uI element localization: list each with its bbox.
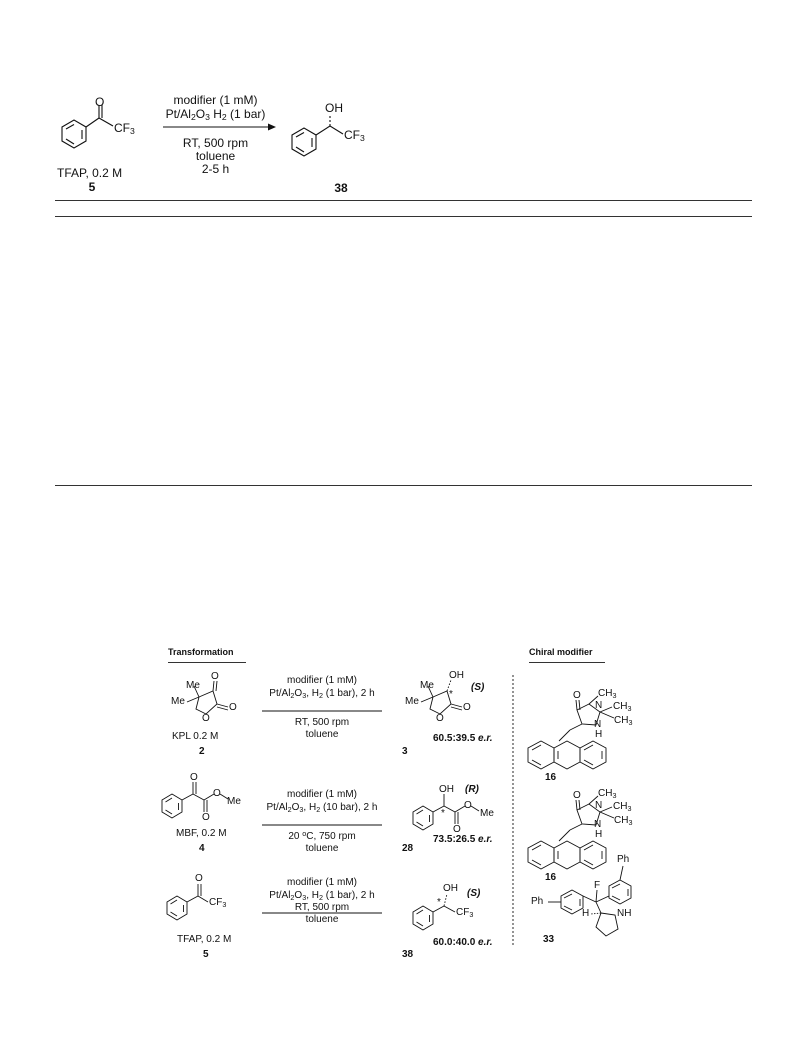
row2-substrate-label: MBF, 0.2 M [176, 828, 227, 839]
row2-mod-ch3-c [614, 815, 632, 827]
row2-mod-ch3-b-text: CH [613, 801, 628, 812]
row1-mod-n: N [595, 700, 603, 711]
row2-er-unit: e.r. [478, 834, 493, 845]
row1-conditions-1: modifier (1 mM) [286, 675, 357, 686]
row2-conditions-2 [250, 802, 394, 814]
row2-sub-o3: O [213, 788, 221, 799]
row1-cond-pt: Pt/Al [269, 688, 291, 699]
row2-mod-ch3-b-sub: 3 [627, 803, 632, 813]
row2-cond-al-sub: 2 [287, 804, 292, 814]
row2-cond-h: , H [303, 802, 317, 813]
row2-cond-temp: 20 [288, 831, 303, 842]
row1-er-unit: e.r. [478, 733, 493, 744]
row3-conditions-4: toluene [305, 914, 339, 925]
top-conditions-line-4: toluene [195, 149, 236, 163]
row1-er-value: 60.5:39.5 [433, 733, 476, 744]
row2-sub-o1: O [190, 772, 198, 783]
row2-conditions-3 [262, 831, 382, 843]
row1-prod-o2: O [436, 713, 444, 724]
row1-cond-h: , H [306, 688, 319, 699]
row1-prod-oh: OH [449, 670, 464, 681]
row1-conditions-3: RT, 500 rpm [294, 717, 350, 728]
row1-mod-ch3-a-sub: 3 [612, 690, 617, 700]
row1-mod-ch3-b [613, 701, 631, 713]
top-conditions-line-1: modifier (1 mM) [173, 93, 258, 107]
product-number: 38 [334, 181, 348, 195]
row1-mod-ch3-c [614, 715, 632, 727]
row2-mod-ch3-a [598, 788, 616, 800]
row3-cond-h: , H [306, 890, 319, 901]
row2-product-number: 28 [402, 843, 414, 854]
row3-product-number: 38 [402, 949, 414, 960]
row2-prod-o1: O [453, 824, 461, 835]
row1-conditions-2 [252, 688, 392, 700]
substrate-carbonyl-o: O [95, 95, 105, 109]
row2-cond-h-sub: 2 [316, 804, 321, 814]
substrate-cf3-text: CF [114, 121, 130, 135]
row1-cond-o-sub: 3 [302, 690, 307, 700]
top-conditions-line-3: RT, 500 rpm [182, 136, 249, 150]
top-cond-o-sub: 3 [205, 112, 210, 123]
row1-mod-nh-n: N [594, 719, 602, 730]
row1-cond-h-sub: 2 [318, 690, 323, 700]
row2-mod-ch3-c-text: CH [614, 815, 629, 826]
row2-mod-ch3-a-text: CH [598, 788, 613, 799]
row2-prod-oh: OH [439, 784, 454, 795]
row1-mod-ch3-b-text: CH [613, 701, 628, 712]
row1-mod-o: O [573, 690, 581, 701]
row1-sub-me1: Me [186, 680, 200, 691]
header-chiral-modifier: Chiral modifier [529, 647, 593, 657]
row2-substrate-number: 4 [199, 843, 205, 854]
row3-prod-star: * [437, 897, 441, 908]
row3-sub-cf3-subscript: 3 [222, 899, 227, 909]
row1-mod-ch3-a [598, 688, 616, 700]
row1-mod-ch3-a-text: CH [598, 688, 613, 699]
row2-sub-me: Me [227, 796, 241, 807]
product-oh-label: OH [325, 101, 343, 115]
top-cond-h-sub: 2 [221, 112, 227, 123]
row3-cond-bar: (1 bar), 2 h [322, 890, 375, 901]
row3-er [433, 937, 493, 949]
row2-mod-ch3-c-sub: 3 [628, 817, 633, 827]
row1-modifier-number: 16 [545, 772, 557, 783]
row1-substrate-number: 2 [199, 746, 205, 757]
row2-prod-me: Me [480, 808, 494, 819]
row3-conditions-1: modifier (1 mM) [286, 877, 357, 888]
row1-prod-o1: O [463, 702, 471, 713]
row3-prod-oh: OH [443, 883, 458, 894]
top-cond-o: O [195, 107, 206, 121]
substrate-label: TFAP, 0.2 M [57, 166, 123, 180]
row3-cond-o: O [294, 890, 303, 901]
row2-modifier-number: 16 [545, 872, 557, 883]
row3-substrate-number: 5 [203, 949, 209, 960]
row2-mod-ch3-a-sub: 3 [612, 790, 617, 800]
row2-mod-nh-h: H [595, 829, 603, 840]
top-cond-h: H [209, 107, 222, 121]
row2-cond-pt: Pt/Al [266, 802, 288, 813]
row1-mod-ch3-b-sub: 3 [627, 703, 632, 713]
row2-prod-o2: O [464, 800, 472, 811]
row1-er [433, 733, 493, 745]
row2-er [433, 834, 493, 846]
top-cond-bar: (1 bar) [226, 107, 266, 121]
mod33-ph2: Ph [531, 896, 544, 907]
row2-mod-ch3-b [613, 801, 631, 813]
row1-sub-o2: O [229, 702, 237, 713]
row2-er-value: 73.5:26.5 [433, 834, 476, 845]
row2-sub-o2: O [202, 812, 210, 823]
row3-sub-cf3 [209, 897, 226, 909]
row1-mod-ch3-c-text: CH [614, 715, 629, 726]
row1-prod-me2: Me [405, 696, 419, 707]
substrate-number: 5 [88, 180, 96, 194]
row1-cond-o: O [294, 688, 303, 699]
row2-cond-o-sub: 3 [299, 804, 304, 814]
row2-cond-degree: o [302, 829, 307, 839]
row1-conditions-4: toluene [305, 729, 339, 740]
substrate-cf3-subscript: 3 [130, 126, 135, 137]
product-cf3-subscript: 3 [360, 133, 365, 144]
row2-cond-o: O [291, 802, 300, 813]
row2-config: (R) [465, 784, 479, 795]
row1-prod-me1: Me [420, 680, 434, 691]
row3-cond-h-sub: 2 [318, 892, 323, 902]
row1-sub-o3: O [202, 713, 210, 724]
row3-substrate-label: TFAP, 0.2 M [177, 934, 232, 945]
row1-sub-me2: Me [171, 696, 185, 707]
row3-cond-pt: Pt/Al [269, 890, 291, 901]
row2-conditions-4: toluene [305, 843, 339, 854]
mod33-h: H [582, 908, 590, 919]
row1-mod-nh-h: H [595, 729, 603, 740]
row1-product-number: 3 [402, 746, 408, 757]
top-cond-al-sub: 2 [190, 112, 196, 123]
row3-conditions-3: RT, 500 rpm [294, 902, 350, 913]
row3-prod-cf3-subscript: 3 [469, 909, 474, 919]
row3-conditions-2 [252, 890, 392, 902]
row1-substrate-label: KPL 0.2 M [172, 731, 219, 742]
mod33-nh: NH [617, 908, 632, 919]
row2-conditions-1: modifier (1 mM) [286, 789, 357, 800]
row1-config: (S) [471, 682, 485, 693]
row3-sub-cf3-text: CF [209, 897, 223, 908]
row3-sub-o: O [195, 873, 203, 884]
mod33-f: F [594, 880, 601, 891]
header-transformation: Transformation [168, 647, 234, 657]
top-cond-pt: Pt/Al [165, 107, 191, 121]
row2-cond-bar: (10 bar), 2 h [320, 802, 378, 813]
top-conditions-line-5: 2-5 h [201, 162, 230, 176]
row1-mod-ch3-c-sub: 3 [628, 717, 633, 727]
product-cf3-text: CF [344, 128, 360, 142]
row3-config: (S) [467, 888, 481, 899]
row1-cond-bar: (1 bar), 2 h [322, 688, 375, 699]
row2-cond-rpm: C, 750 rpm [306, 831, 356, 842]
row3-cond-o-sub: 3 [302, 892, 307, 902]
row3-prod-cf3 [456, 907, 473, 919]
row2-mod-nh-n: N [594, 819, 602, 830]
row1-cond-al-sub: 2 [290, 690, 295, 700]
row3-cond-al-sub: 2 [290, 892, 295, 902]
mod33-ph1: Ph [617, 854, 630, 865]
mod33-number: 33 [543, 934, 555, 945]
row2-prod-star: * [441, 808, 445, 819]
row2-mod-n: N [595, 800, 603, 811]
row3-er-unit: e.r. [478, 937, 493, 948]
row3-er-value: 60.0:40.0 [433, 937, 476, 948]
row2-mod-o: O [573, 790, 581, 801]
row3-prod-cf3-text: CF [456, 907, 470, 918]
row1-prod-star: * [449, 689, 453, 700]
row1-sub-o1: O [211, 671, 219, 682]
